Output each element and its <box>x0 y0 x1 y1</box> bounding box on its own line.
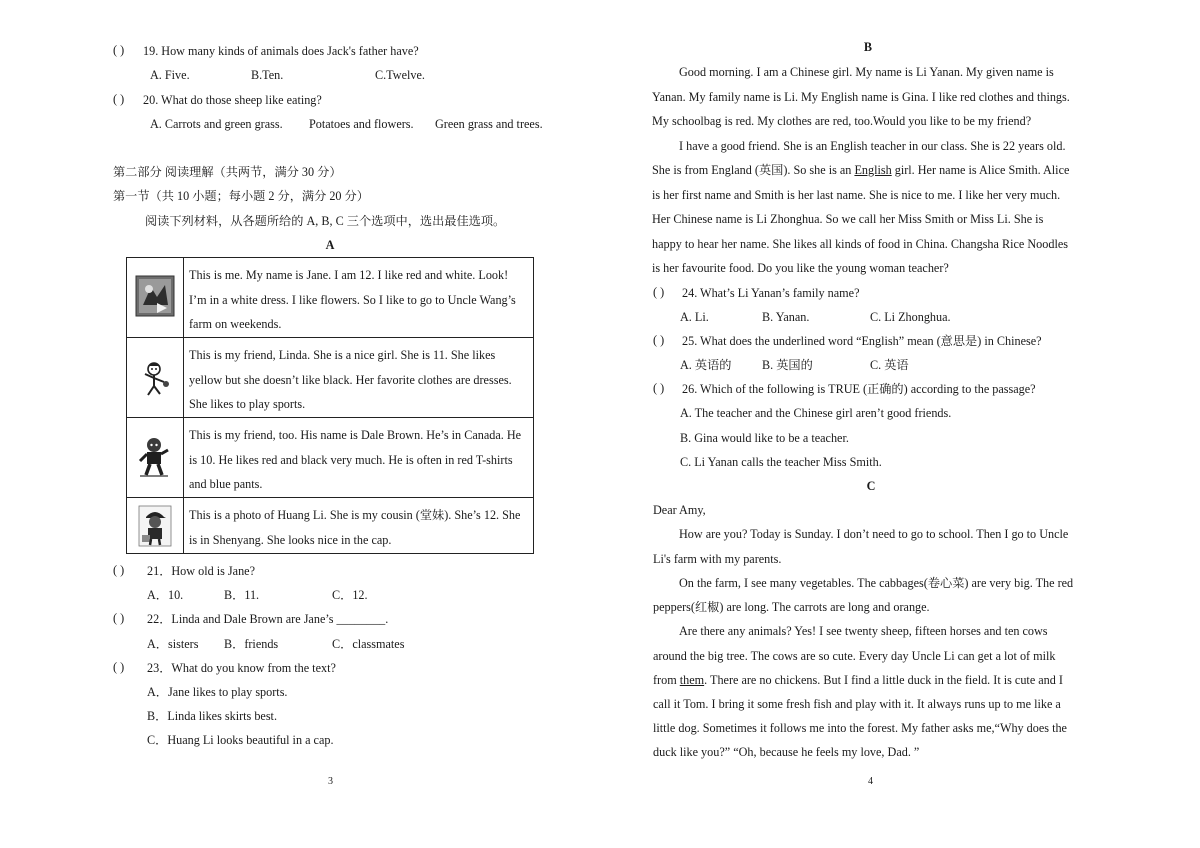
answer-blank-22[interactable]: ( ) <box>113 611 125 625</box>
text-segment: from <box>653 673 680 687</box>
profile-text-dale <box>184 418 534 498</box>
question-19: 19. How many kinds of animals does Jack's father have? <box>143 44 419 58</box>
text-segment: She is from England (英国). So she is an <box>652 163 855 177</box>
option-23-b: B．Linda likes skirts best. <box>147 709 277 723</box>
passage-b-line: My schoolbag is red. My clothes are red, too.Would you like to be my friend? <box>652 114 1032 128</box>
option-24-b: B. Yanan. <box>762 310 810 324</box>
girl-with-flowers-icon <box>135 275 175 317</box>
letter-greeting: Dear Amy, <box>653 503 706 517</box>
profile-text-jane <box>184 258 534 338</box>
option-25-a: A. 英语的 <box>680 358 732 372</box>
option-21-b: B．11. <box>224 588 260 602</box>
question-23: 23．What do you know from the text? <box>147 661 336 675</box>
passage-b-line: is her first name and Smith is her last name. She is nice to me. I like her very much. <box>652 188 1061 202</box>
text-segment: girl. Her name is Alice Smith. Alice <box>891 163 1070 177</box>
profile-row <box>127 498 534 554</box>
passage-c-line: little dog. Sometimes it follows me into the forest. My father asks me,“Why does the <box>653 721 1067 735</box>
question-26: 26. Which of the following is TRUE (正确的) according to the passage? <box>682 382 1036 396</box>
option-20-a: A. Carrots and green grass. <box>150 117 283 131</box>
passage-b-line: Her Chinese name is Li Zhonghua. So we call her Miss Smith or Miss Li. She is <box>652 212 1044 226</box>
underlined-word: English <box>854 163 892 177</box>
answer-blank-20[interactable]: ( ) <box>113 92 125 106</box>
passage-b-line-underlined <box>652 162 1069 178</box>
profile-line: This is a photo of Huang Li. She is my cousin (堂妹). She’s 12. She <box>189 508 521 522</box>
option-24-a: A. Li. <box>680 310 709 324</box>
profile-line: and blue pants. <box>189 477 263 491</box>
profile-line: yellow but she doesn’t like black. Her favorite clothes are dresses. <box>189 372 512 387</box>
profile-line: This is my friend, too. His name is Dale Brown. He’s in Canada. He <box>189 428 522 442</box>
passage-c-line: around the big tree. The cows are so cute. Every day Uncle Li can get a lot of milk <box>653 649 1056 663</box>
answer-blank-25[interactable]: ( ) <box>653 333 665 347</box>
option-20-b: Potatoes and flowers. <box>309 117 414 131</box>
girl-playing-sports-icon <box>137 360 171 398</box>
answer-blank-21[interactable]: ( ) <box>113 563 125 577</box>
passage-c-line: How are you? Today is Sunday. I don’t need to go to school. Then I go to Uncle <box>679 527 1069 541</box>
passage-c-line: Are there any animals? Yes! I see twenty sheep, fifteen horses and ten cows <box>679 624 1048 638</box>
profiles-table <box>126 257 534 554</box>
answer-blank-24[interactable]: ( ) <box>653 285 665 299</box>
option-23-a: A．Jane likes to play sports. <box>147 685 288 699</box>
option-22-a: A．sisters <box>147 637 199 651</box>
option-26-a: A. The teacher and the Chinese girl aren’t good friends. <box>680 406 952 420</box>
option-19-a: A. Five. <box>150 68 190 82</box>
answer-blank-26[interactable]: ( ) <box>653 381 665 395</box>
passage-c-line: call it Tom. I bring it some fresh fish and play with it. It always runs up to me like a <box>653 697 1061 711</box>
option-25-b: B. 英国的 <box>762 358 813 372</box>
text-segment: . There are no chickens. But I find a little duck in the field. It is cute and I <box>704 673 1063 687</box>
profile-row <box>127 258 534 338</box>
profile-picture-cell <box>127 498 184 554</box>
passage-c-line: peppers(红椒) are long. The carrots are long and orange. <box>653 600 930 614</box>
question-25: 25. What does the underlined word “English” mean (意思是) in Chinese? <box>682 334 1042 348</box>
profile-picture-cell <box>127 258 184 338</box>
profile-row <box>127 418 534 498</box>
passage-b-line: I have a good friend. She is an English teacher in our class. She is 22 years old. <box>679 139 1066 153</box>
question-24: 24. What’s Li Yanan’s family name? <box>682 286 860 300</box>
question-22: 22．Linda and Dale Brown are Jane’s ________. <box>147 612 389 626</box>
answer-blank-23[interactable]: ( ) <box>113 660 125 674</box>
passage-c-line: Li's farm with my parents. <box>653 552 782 566</box>
question-21: 21．How old is Jane? <box>147 564 255 578</box>
option-22-c: C．classmates <box>332 637 405 651</box>
section1-title: 第一节（共 10 小题；每小题 2 分，满分 20 分） <box>113 189 369 203</box>
profile-line: I’m in a white dress. I like flowers. So I like to go to Uncle Wang’s <box>189 292 516 307</box>
option-21-c: C．12. <box>332 588 368 602</box>
profile-line: This is my friend, Linda. She is a nice girl. She is 11. She likes <box>189 348 496 362</box>
right-page <box>600 0 1200 848</box>
profile-picture-cell <box>127 338 184 418</box>
option-20-c: Green grass and trees. <box>435 117 543 131</box>
option-25-c: C. 英语 <box>870 358 909 372</box>
answer-blank-19[interactable]: ( ) <box>113 43 125 57</box>
page-number: 4 <box>868 776 873 787</box>
part2-title: 第二部分 阅读理解（共两节，满分 30 分） <box>113 165 342 179</box>
passage-c-line: On the farm, I see many vegetables. The cabbages(卷心菜) are very big. The red <box>679 576 1074 590</box>
option-26-b: B. Gina would like to be a teacher. <box>680 431 849 445</box>
profile-line: She likes to play sports. <box>189 397 306 411</box>
option-21-a: A．10. <box>147 588 184 602</box>
page-number: 3 <box>328 776 333 787</box>
option-19-b: B.Ten. <box>251 68 284 82</box>
passage-c-label: C <box>866 479 876 493</box>
profile-row <box>127 338 534 418</box>
profile-picture-cell <box>127 418 184 498</box>
profile-text-huang-li <box>184 498 534 554</box>
instructions: 阅读下列材料，从各题所给的 A, B, C 三个选项中，选出最佳选项。 <box>145 214 506 228</box>
profile-line: This is me. My name is Jane. I am 12. I like red and white. Look! <box>189 268 509 282</box>
option-23-c: C．Huang Li looks beautiful in a cap. <box>147 733 334 747</box>
option-19-c: C.Twelve. <box>375 68 425 82</box>
profile-line: is in Shenyang. She looks nice in the cap. <box>189 532 392 547</box>
option-24-c: C. Li Zhonghua. <box>870 310 951 324</box>
underlined-word: them <box>679 673 705 687</box>
passage-c-line: duck like you?” “Oh, because he feels my love, Dad. ” <box>653 745 920 759</box>
boy-icon <box>136 436 172 478</box>
passage-a-label: A <box>325 238 335 252</box>
profile-text-linda <box>184 338 534 418</box>
passage-b-line: Yanan. My family name is Li. My English name is Gina. I like red clothes and things. <box>652 90 1070 104</box>
option-26-c: C. Li Yanan calls the teacher Miss Smith. <box>680 455 882 469</box>
passage-c-line-underlined <box>653 672 1063 688</box>
question-20: 20. What do those sheep like eating? <box>143 93 322 107</box>
passage-b-label: B <box>863 40 873 54</box>
option-22-b: B．friends <box>224 637 279 651</box>
profile-line: is 10. He likes red and black very much. He is often in red T-shirts <box>189 452 513 467</box>
passage-b-line: Good morning. I am a Chinese girl. My name is Li Yanan. My given name is <box>679 65 1054 79</box>
girl-in-cap-icon <box>138 505 172 547</box>
passage-b-line: happy to hear her name. She likes all kinds of food in China. Changsha Rice Noodles <box>652 237 1068 251</box>
profile-line: farm on weekends. <box>189 317 282 331</box>
passage-b-line: is her favourite food. Do you like the young woman teacher? <box>652 261 949 275</box>
